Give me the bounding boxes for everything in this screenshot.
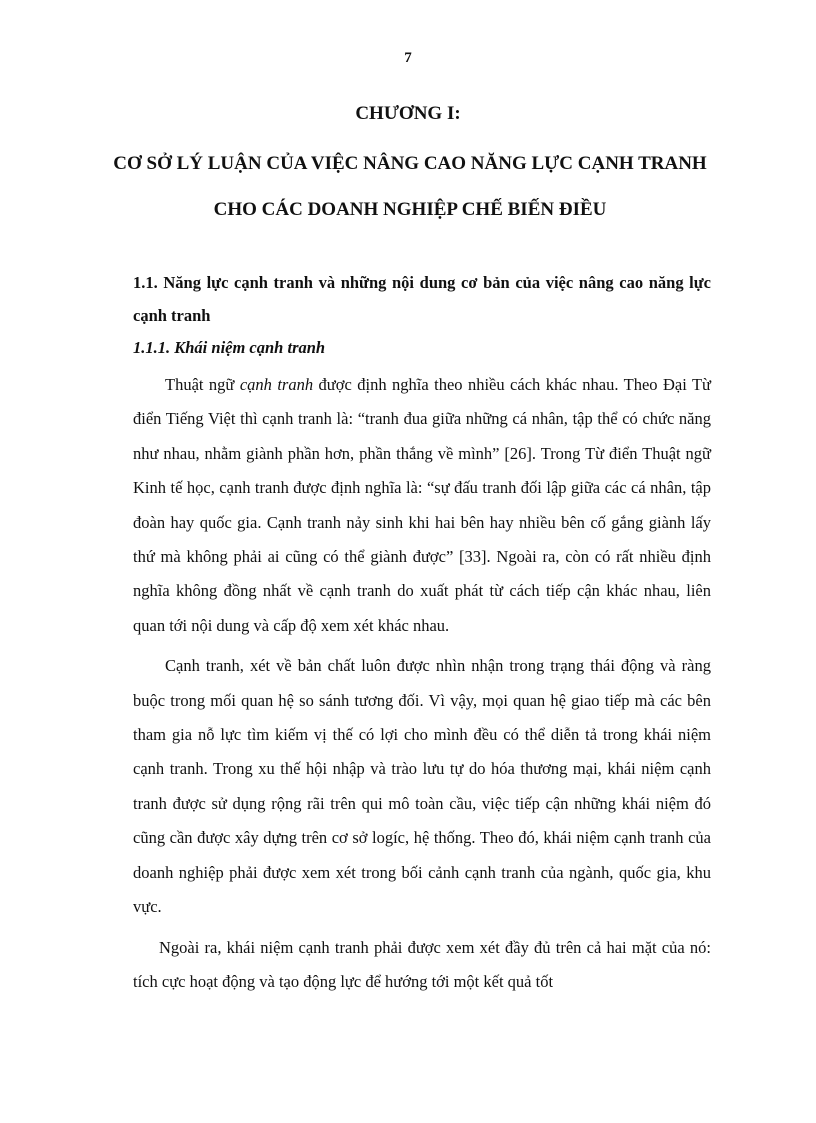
- subsection-heading: 1.1.1. Khái niệm cạnh tranh: [133, 338, 326, 357]
- paragraph-aspects: Ngoài ra, khái niệm cạnh tranh phải được xem xét đầy đủ trên cả hai mặt của nó: tích cực hoạt động và tạo động lực để hướng tới một kết quả tốt: [133, 937, 711, 991]
- paragraph-definition-term: cạnh tranh: [239, 375, 314, 394]
- chapter-title: CƠ SỞ LÝ LUẬN CỦA VIỆC NÂNG CAO NĂNG LỰC CẠNH TRANH CHO CÁC DOANH NGHIỆP CHẾ BIẾN ĐIỀU: [113, 153, 707, 220]
- page-number: 7: [404, 50, 412, 66]
- section-heading: 1.1. Năng lực cạnh tranh và những nội dung cơ bản của việc nâng cao năng lực cạnh tranh: [133, 273, 711, 325]
- document-body: [133, 266, 711, 999]
- paragraph-definition: [133, 368, 711, 643]
- paragraph-nature: Cạnh tranh, xét về bản chất luôn được nhìn nhận trong trạng thái động và ràng buộc trong mối quan hệ so sánh tương đối. Vì vậy, mọi quan hệ giao tiếp mà các bên tham gia nỗ lực tìm kiếm vị thế có lợi cho mình đều có thể diễn tả trong khái niệm cạnh tranh. Trong xu thế hội nhập và trào lưu tự do hóa thương mại, khái niệm cạnh tranh được sử dụng rộng rãi trên qui mô toàn cầu, việc tiếp cận những khái niệm đó cũng cần được xây dựng trên cơ sở logíc, hệ thống. Theo đó, khái niệm cạnh tranh của doanh nghiệp phải được xem xét trong bối cảnh cạnh tranh của ngành, quốc gia, khu vực.: [133, 656, 711, 917]
- paragraph-definition-rest: được định nghĩa theo nhiều cách khác nhau. Theo Đại Từ điển Tiếng Việt thì cạnh tranh là: “tranh đua giữa những cá nhân, tập thể có chức năng như nhau, nhằm giành phần hơn, phần thắng về mình” [26]. Trong Từ điển Thuật ngữ Kinh tế học, cạnh tranh được định nghĩa là: “sự đấu tranh đối lập giữa các cá nhân, tập đoàn hay quốc gia. Cạnh tranh nảy sinh khi hai bên hay nhiều bên cố gắng giành lấy thứ mà không phải ai cũng có thể giành được” [33]. Ngoài ra, còn có rất nhiều định nghĩa không đồng nhất về cạnh tranh do xuất phát từ cách tiếp cận khác nhau, liên quan tới nội dung và cấp độ xem xét khác nhau.: [133, 375, 711, 635]
- paragraph-definition-lead: Thuật ngữ: [165, 375, 240, 394]
- chapter-label: CHƯƠNG I:: [355, 103, 461, 124]
